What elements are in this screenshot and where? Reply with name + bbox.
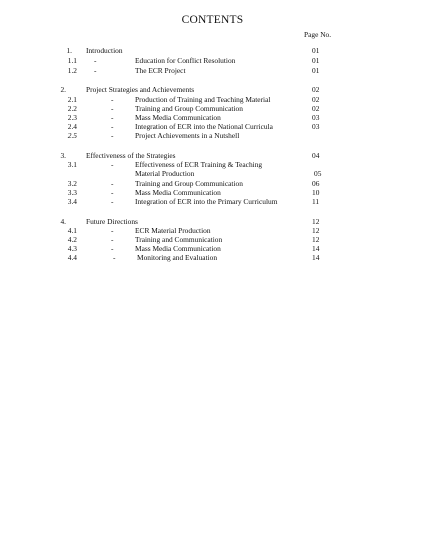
entry-dash: -	[111, 235, 114, 244]
toc-entry-3-1-cont	[0, 169, 425, 178]
entry-title: Education for Conflict Resolution	[135, 56, 236, 65]
entry-title: Mass Media Communication	[135, 244, 221, 253]
entry-title: Production of Training and Teaching Material	[135, 95, 271, 104]
toc-entry-4	[0, 217, 425, 226]
entry-number: 3.2	[67, 179, 77, 188]
entry-page: 06	[312, 179, 320, 188]
toc-entry-2	[0, 85, 425, 94]
toc-entry-3	[0, 151, 425, 160]
entry-number: 4.3	[67, 244, 77, 253]
entry-page: 03	[312, 113, 320, 122]
entry-number: 4.1	[67, 226, 77, 235]
entry-dash: -	[111, 95, 114, 104]
toc-entry-3-2	[0, 179, 425, 188]
entry-page: 03	[312, 122, 320, 131]
entry-number: 3.3	[67, 188, 77, 197]
entry-dash: -	[111, 113, 114, 122]
entry-title: Integration of ECR into the Primary Curriculum	[135, 197, 278, 206]
toc-entry-4-3	[0, 244, 425, 253]
entry-dash: -	[111, 244, 114, 253]
entry-dash: -	[111, 131, 114, 140]
toc-entry-2-5	[0, 131, 425, 140]
entry-title: Project Achievements in a Nutshell	[135, 131, 240, 140]
entry-page: 02	[312, 104, 320, 113]
toc-entry-3-4	[0, 197, 425, 206]
entry-number: 4.2	[67, 235, 77, 244]
entry-number: 2.5	[67, 131, 77, 140]
entry-dash: -	[111, 197, 114, 206]
entry-page: 14	[312, 253, 320, 262]
page-title: CONTENTS	[181, 14, 244, 26]
entry-page: 12	[312, 217, 320, 226]
entry-dash: -	[111, 188, 114, 197]
entry-number: 4.	[60, 217, 66, 226]
entry-dash: -	[111, 104, 114, 113]
toc-entry-4-1	[0, 226, 425, 235]
entry-dash: -	[111, 226, 114, 235]
entry-number: 2.1	[67, 95, 77, 104]
entry-dash: -	[111, 122, 114, 131]
toc-entry-4-2	[0, 235, 425, 244]
entry-number: 1.2	[67, 66, 77, 75]
entry-number: 2.3	[67, 113, 77, 122]
entry-number: 1.	[66, 46, 72, 55]
entry-page: 02	[312, 85, 320, 94]
entry-number: 3.1	[67, 160, 77, 169]
entry-title: Future Directions	[86, 217, 138, 226]
entry-number: 2.2	[67, 104, 77, 113]
toc-entry-3-1	[0, 160, 425, 169]
toc-entry-3-3	[0, 188, 425, 197]
entry-number: 4.4	[67, 253, 77, 262]
entry-title: Effectiveness of ECR Training & Teaching	[135, 160, 263, 169]
entry-number: 2.	[60, 85, 66, 94]
entry-number: 2.4	[67, 122, 77, 131]
entry-title: Mass Media Communication	[135, 188, 221, 197]
entry-page: 11	[312, 197, 320, 206]
entry-title: Training and Communication	[135, 235, 223, 244]
entry-title: Project Strategies and Achievements	[86, 85, 195, 94]
entry-title: Mass Media Communication	[135, 113, 221, 122]
toc-entry-2-2	[0, 104, 425, 113]
entry-page: 12	[312, 226, 320, 235]
entry-page: 12	[312, 235, 320, 244]
entry-title: Effectiveness of the Strategies	[86, 151, 176, 160]
entry-title: Monitoring and Evaluation	[137, 253, 218, 262]
entry-page: 04	[312, 151, 320, 160]
entry-title: Integration of ECR into the National Curricula	[135, 122, 273, 131]
entry-title: Introduction	[86, 46, 123, 55]
entry-dash: -	[113, 253, 116, 262]
toc-entry-1-2	[0, 66, 425, 75]
toc-entry-1	[0, 46, 425, 55]
entry-dash: -	[94, 56, 97, 65]
entry-page: 14	[312, 244, 320, 253]
toc-entry-2-3	[0, 113, 425, 122]
entry-number: 3.	[60, 151, 66, 160]
entry-dash: -	[111, 179, 114, 188]
entry-number: 3.4	[67, 197, 77, 206]
entry-title: ECR Material Production	[135, 226, 211, 235]
entry-title: Training and Group Communication	[135, 104, 243, 113]
toc-entry-2-4	[0, 122, 425, 131]
toc-entry-4-4	[0, 253, 425, 262]
page-number-header: Page No.	[304, 30, 332, 39]
toc-entry-2-1	[0, 95, 425, 104]
entry-page: 10	[312, 188, 320, 197]
entry-dash: -	[94, 66, 97, 75]
entry-page: 01	[312, 66, 320, 75]
entry-page: 01	[312, 56, 320, 65]
entry-title: Training and Group Communication	[135, 179, 243, 188]
entry-title-continued: Material Production	[135, 169, 195, 178]
toc-entry-1-1	[0, 56, 425, 65]
entry-page: 02	[312, 95, 320, 104]
entry-page: 05	[314, 169, 322, 178]
entry-page: 01	[312, 46, 320, 55]
entry-title: The ECR Project	[135, 66, 186, 75]
entry-dash: -	[111, 160, 114, 169]
entry-number: 1.1	[67, 56, 77, 65]
